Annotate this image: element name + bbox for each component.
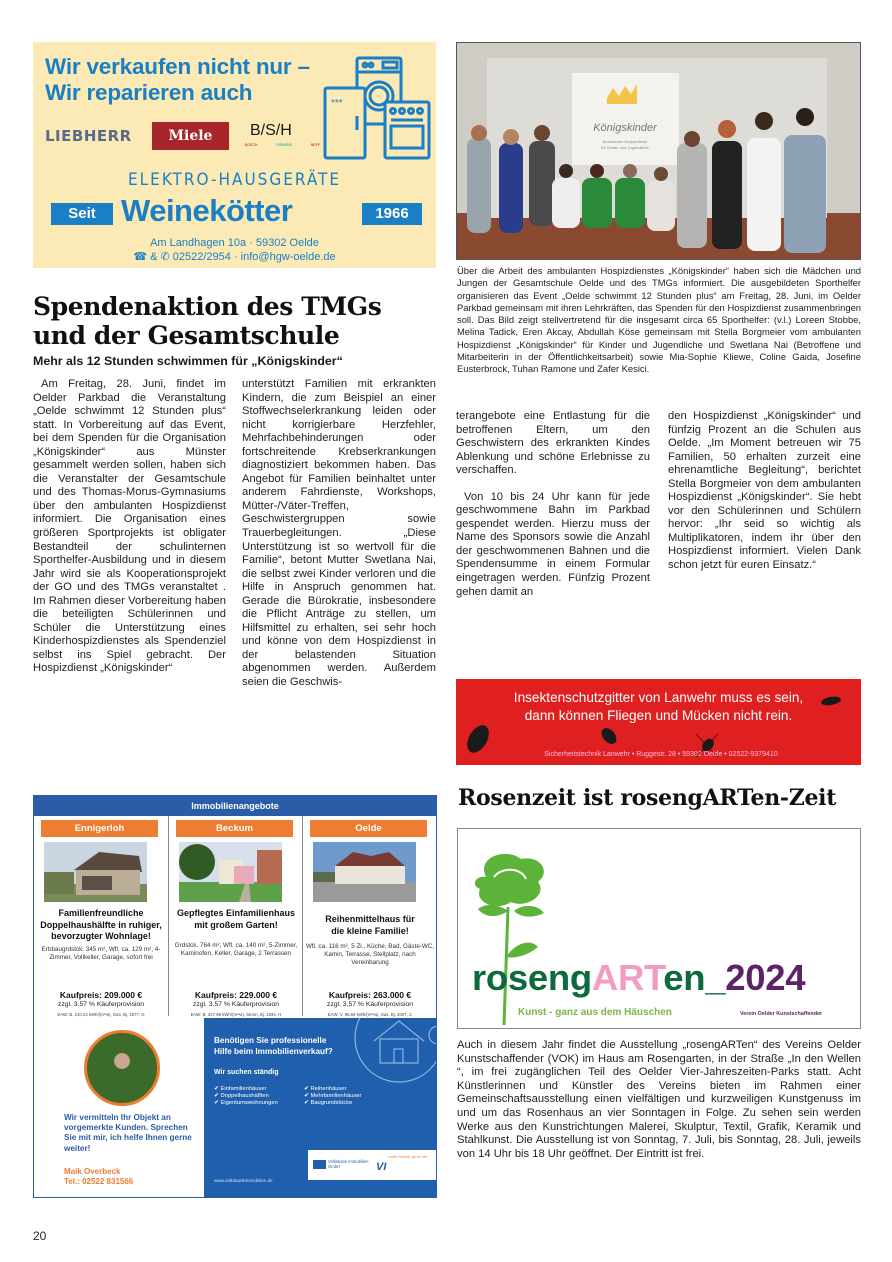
svg-text:für Kinder und Jugendliche: für Kinder und Jugendliche [601,145,649,150]
ad-contact: Sicherheitstechnik Lanwehr • Ruggestr. 28 • 59302 Oelde • 02522-9379410 [544,751,778,758]
listing-energy: EAW: B, 347,89 kWh/(m²•a), Strom, Bj. 1934, H [190,1012,282,1017]
rosengarten-wordmark: rosengARTen_2024 [472,957,806,998]
agent-pitch: Wir vermitteln Ihr Objekt an vorgemerkte Kunden. Sprechen Sie mit mir, ich helfe Ihnen gerne weiter! [64,1113,192,1153]
listing-location: Ennigerloh [41,820,158,837]
service-question: Benötigen Sie professionelle Hilfe beim Immobilienverkauf? [214,1036,333,1056]
house-outline-icon [354,1018,436,1093]
listing-description: Erbbaugrdstck. 345 m², Wfl. ca. 129 m², 4-Zimmer, Vollkeller, Garage, sofort frei [41,946,161,962]
photo-caption: Über die Arbeit des ambulanten Hospizdienstes „Königskinder“ haben sich die Mädchen und Jungen der Gesamtschule Oelde und des TMGs informiert. Die ausgebildeten Sporthelfer organisieren das Event „Oelde schwimmt 12 Stunden plus“ am Freitag, 28. Juni, im Oelder Parkbad gemeinsam mit ihren Lehrkräften, das Spenden für den Hospizdienst zusammenbringen soll. Das Bild zeigt stellvertretend für die insgesamt circa 65 Sporthelfer: (v.l.) Loreen Stobbe, Melina Tadick, Eren Akcay, Abdullah Köse gemeinsam mit Stella Borgmeier vom ambulanten Hospizdienst „Königskinder“ für Kinder und Jugendliche und Swetlana Nai (Betroffene und Mitarbeiterin in der Öffentlichkeitsarbeit) sowie Mia-Sophie Kliewe, Coline Gaida, Josefine Eusterbrock, Tuhan Ramone und Zafer Kesici. [457,265,861,375]
listing-oelde[interactable] [302,816,436,1016]
company-name-row [43,195,423,231]
listing-energy: EAW: B, 210,24 kWh/(m²•a), Gas, Bj. 1977, G [57,1012,145,1017]
article-column-4: den Hospizdienst „Königskinder“ und fünfzig Prozent an die Schulen aus Oelde. „Im Moment betreuen wir 75 Familien, 50 erhalten zurzeit eine ehrenamtliche Begleitung“, berichtet Stella Borgmeier von dem ambulanten Hospizdienst „Königskinder“. Sie hebt vor den Schülerinnen und Schülern hervor: „Ihr seid so wichtig als Multiplikatoren, indem ihr über den Hospizdienst informiert. Vielen Dank schon jetzt für euren Einsatz.“ [668,410,861,572]
ad-headline: Wir verkaufen nicht nur – Wir reparieren auch [45,54,310,105]
bsh-logo: B/S/H [250,122,292,139]
weinekoetter-ad [33,42,436,268]
service-panel [204,1018,436,1198]
listing-title: Familienfreundliche Doppelhaushälfte in ruhiger, bevorzugter Wohnlage! [40,908,162,941]
page-number: 20 [33,1229,47,1243]
listing-description: Grdstck. 764 m², Wfl. ca. 140 m², 5-Zimmer, Kaminofen, Keller, Garage, 2 Terrassen [174,942,298,958]
svg-text:Königskinder: Königskinder [593,122,657,134]
ad-address: Am Landhagen 10a · 59302 Oelde ☎ & ✆ 02522/2954 · info@hgw-oelde.de [33,236,436,264]
listing-price: Kaufpreis: 229.000 € [194,990,278,1000]
seeking-list-left: ✔ Einfamilienhäuser ✔ Doppelhaushälften ✔ Eigentumswohnungen [214,1086,278,1108]
listing-commission: zzgl. 3,57 % Käuferprovision [192,1001,280,1008]
listing-commission: zzgl. 3,57 % Käuferprovision [57,1001,145,1008]
article-2-body: Auch in diesem Jahr findet die Ausstellung „rosengARTen“ des Vereins Oelder Kunstschaffender (VOK) im Haus am Rosengarten, in der Straße „In den Wellen “, im frei zugänglichen Teil des Oelder Vier-Jahreszeiten-Parks statt. Acht Künstlerinnen und Künstler des Vereins bieten im Rahmen einer Gemeinschaftsausstellung einen vielfältigen und kurzweiligen Kunstgenuss im und um das Rosenhaus an vier Sonntagen in Folge. Zu sehen sein werden Werke aus den Kunstrichtungen Malerei, Skulptur, Textil, Grafik, Keramik und Stahlkunst. Die Ausstellung ist von Sonntag, 7. Juli, bis Sonntag, 28. Juli, jeweils von 14 Uhr bis 18 Uhr geöffnet. Der Eintritt ist frei. [457,1039,861,1160]
volksbank-icon [313,1160,326,1169]
miele-logo: Miele [152,122,229,150]
agent-avatar [84,1030,160,1106]
ad-subtitle: ELEKTRO-HAUSGERÄTE [127,170,341,190]
agent-panel [34,1018,204,1198]
listing-price: Kaufpreis: 209.000 € [59,990,143,1000]
house-photo [313,842,416,902]
listing-energy: EAW: V, 96,59 kWh/(m²•a), Gas, Bj. 2007, C [327,1012,413,1017]
listing-description: Wfl. ca. 116 m², 5 Zi., Küche, Bad, Gäste-WC, Kamin, Terrasse, Stellplatz, nach Vereinbarung [305,943,435,967]
listing-beckum[interactable] [168,816,302,1016]
listing-title: Gepflegtes Einfamilienhaus mit großem Garten! [176,908,296,930]
seit-label: Seit [51,203,113,225]
agent-contact: Maik Overbeck Tel.: 02522 831566 [64,1167,134,1186]
agent-phone[interactable]: Tel.: 02522 831566 [64,1177,134,1186]
rosengarten-logo [457,828,861,1029]
company-name: Weinekötter [121,193,293,228]
group-photo-image [457,43,861,260]
listing-price: Kaufpreis: 263.000 € [328,990,412,1000]
listing-commission: zzgl. 3,57 % Käuferprovision [326,1001,414,1008]
lanwehr-ad [456,679,861,765]
bsh-sub-brands: BOSCH SIEMENS NEFF [245,143,320,147]
founding-year: 1966 [362,203,422,225]
svg-text:Ambulanter Hospizdienst: Ambulanter Hospizdienst [602,139,648,144]
volksbank-logo: Volksbank Immobilien GmbH VI Lieber Heimat, gerne hier [308,1150,436,1180]
listing-title: Reihenmittelhaus für die kleine Familie! [325,914,415,936]
immobilien-ad [33,795,437,1198]
ad-slogan: Insektenschutzgitter von Lanwehr muss es sein, dann können Fliegen und Mücken nicht rein. [513,690,804,723]
article-column-1: Am Freitag, 28. Juni, findet im Oelder Parkbad die Veranstaltung „Oelde schwimmt 12 Stunden plus“ statt. In Vorbereitung auf das Event, bei dem Spenden für die Organisation „Königskinder“ aus Münster gesammelt werden sollen, haben sich die Veranstalter der Gesamtschule und des Thomas-Morus-Gymnasiums über den ambulanten Hospizdienst informiert. Die Organisation eines größeren Sportprojekts ist obligater Bestandteil der schulinternen Sporthelfer-Ausbildung und in diesem Jahr wird sie als Kooperationsprojekt der GO und des TMGs veranstaltet . Im Rahmen dieser Vorbereitung haben die beteiligten Schülerinnen und Schüler die Unterstützung eines Kinderhospizdienstes als Spendenziel selbst ins Spiel gebracht. Der Hospizdienst „Königskinder“ [33,378,226,675]
immo-header: Immobilienangebote [34,796,436,816]
verein-name: Verein Oelder Kunstschaffender [740,1011,823,1017]
appliances-icon [323,54,433,162]
house-photo [179,842,282,902]
article-title: Spendenaktion des TMGs und der Gesamtschule [33,292,382,350]
rose-icon [466,847,556,1027]
brand-logos [45,122,325,152]
listing-ennigerloh[interactable] [34,816,168,1016]
house-photo [44,842,147,902]
article-column-2: unterstützt Familien mit erkrankten Kindern, die zum Beispiel an einer Stoffwechselerkrankung leiden oder nicht korrigierbare Herzfehler, Mehrfachbehinderungen oder fortschreitende Krebserkrankungen diagnostiziert bekommen haben. Das Angebot für Familien beinhaltet unter anderem Fahrdienste, Workshops, Mütter-/Väter-Treffen, Geschwistergruppen sowie Trauerbegleitungen. „Diese Unterstützung ist so wertvoll für die Familie“, betont Mutter Swetlana Nai, die selbst zwei Kinder verloren und die Hilfe in Anspruch genommen hat. Gerade die Bürokratie, insbesondere die Pflicht Anträge zu stellen, um Hilfsmittel zu erhalten, sei sehr hoch und könne von dem Hospizdienst in der belastenden Situation abgenommen werden. Außerdem seien die Geschwis- [242,378,436,689]
seeking-label: Wir suchen ständig [214,1069,279,1076]
svg-text:***: *** [331,98,343,109]
liebherr-logo: LIEBHERR [45,127,132,145]
contact-line[interactable]: ☎ & ✆ 02522/2954 · info@hgw-oelde.de [133,251,336,263]
listing-location: Beckum [176,820,293,837]
article-subtitle: Mehr als 12 Stunden schwimmen für „Königskinder“ [33,354,343,368]
website-link[interactable]: www.volksbankimmobilien.de [214,1178,273,1183]
article-2-title: Rosenzeit ist rosengARTen-Zeit [458,785,837,811]
seeking-list-right: ✔ Reihenhäuser ✔ Mehrfamilienhäuser ✔ Baugrundstücke [304,1086,361,1108]
article-column-3: terangebote eine Entlastung für die betroffenen Eltern, um den Geschwistern des erkrankten Kindes Ablenkung und schöne Erlebnisse zu verschaffen. Von 10 bis 24 Uhr kann für jede geschwommene Bahn im Parkbad gespendet werden. Hierzu muss der Name des Sponsors sowie die Anzahl der geschwommenen Bahnen und die Spendensumme in einem Formular eingetragen werden. Fünfzig Prozent gehen damit an [456,410,650,598]
group-photo [456,42,861,260]
rosengarten-slogan: Kunst - ganz aus dem Häuschen [518,1007,672,1018]
listing-location: Oelde [310,820,427,837]
